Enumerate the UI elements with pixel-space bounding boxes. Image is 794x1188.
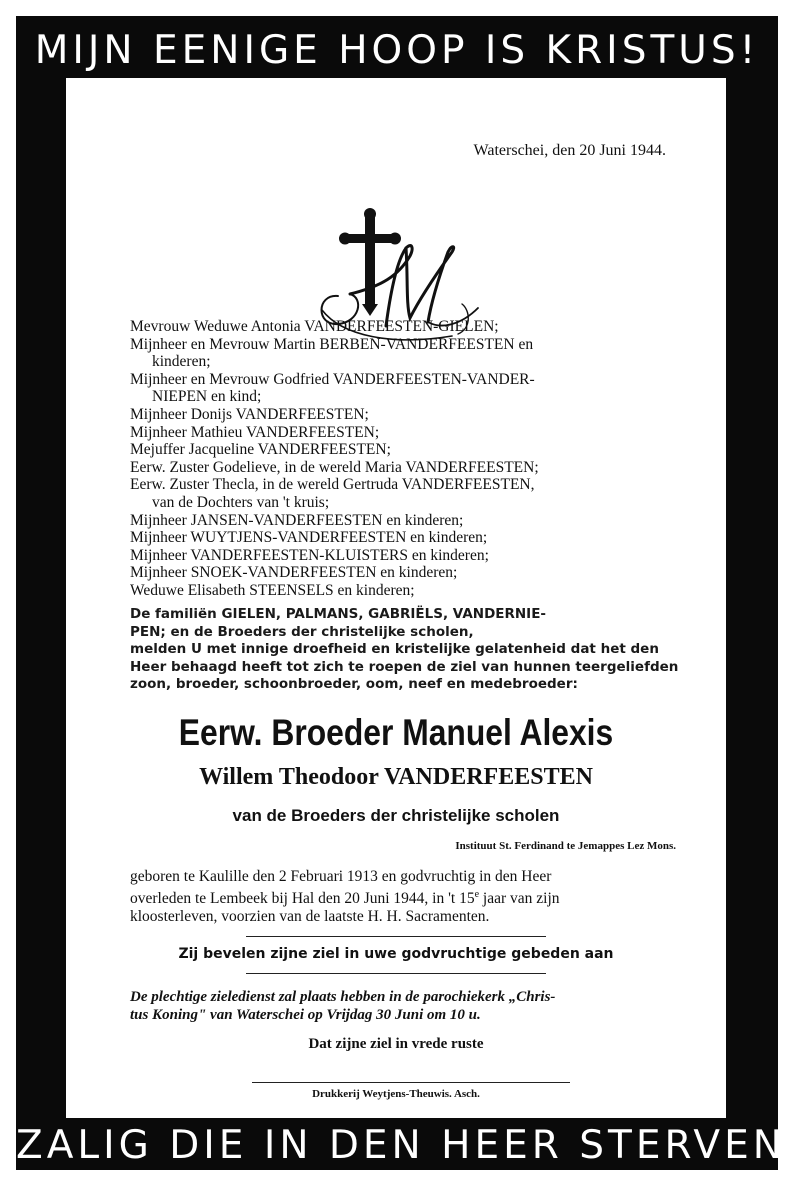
family-line: Mijnheer en Mevrouw Godfried VANDERFEESTEN-VANDER- xyxy=(130,370,535,388)
family-line: Mijnheer JANSEN-VANDERFEESTEN en kinderen; xyxy=(130,511,464,529)
congregation-name: van de Broeders der christelijke scholen xyxy=(232,806,560,825)
family-line: Weduwe Elisabeth STEENSELS en kinderen; xyxy=(130,581,415,599)
announcement-text xyxy=(130,606,690,694)
announcement-line: melden U met innige droefheid en kristelijke gelatenheid dat het den xyxy=(130,641,659,658)
bio-line xyxy=(130,886,690,908)
death-notice-sheet xyxy=(66,78,726,1118)
deceased-name: Willem Theodoor VANDERFEESTEN xyxy=(199,764,593,790)
bio-text: overleden te Lembeek bij Hal den 20 Juni 1944, in 't 15 xyxy=(130,890,475,908)
family-line: kinderen; xyxy=(152,353,211,371)
divider xyxy=(246,973,546,974)
bio-line: kloosterleven, voorzien van de laatste H. H. Sacramenten. xyxy=(130,908,490,926)
family-line: NIEPEN en kind; xyxy=(152,388,262,406)
family-line: Mijnheer Mathieu VANDERFEESTEN; xyxy=(130,423,380,441)
family-line: Mijnheer SNOEK-VANDERFEESTEN en kinderen; xyxy=(130,564,458,582)
bottom-banner: ZALIG DIE IN DEN HEER STERVEN xyxy=(16,1123,786,1168)
family-line: Mejuffer Jacqueline VANDERFEESTEN; xyxy=(130,441,391,459)
mourning-border xyxy=(16,16,786,1170)
family-line: Mijnheer WUYTJENS-VANDERFEESTEN en kinderen; xyxy=(130,529,488,547)
top-banner: MIJN EENIGE HOOP IS KRISTUS! xyxy=(34,28,760,73)
announcement-line: zoon, broeder, schoonbroeder, oom, neef en medebroeder: xyxy=(130,676,578,693)
divider xyxy=(246,936,546,937)
place-date: Waterschei, den 20 Juni 1944. xyxy=(473,142,666,159)
institute-name: Instituut St. Ferdinand te Jemappes Lez Mons. xyxy=(455,840,676,852)
family-line: Eerw. Zuster Thecla, in de wereld Gertruda VANDERFEESTEN, xyxy=(130,476,535,494)
family-line: Eerw. Zuster Godelieve, in de wereld Maria VANDERFEESTEN; xyxy=(130,458,539,476)
printer-credit: Drukkerij Weytjens-Theuwis. Asch. xyxy=(312,1088,480,1100)
deceased-title: Eerw. Broeder Manuel Alexis xyxy=(178,712,614,753)
announcement-line: De familiën GIELEN, PALMANS, GABRIËLS, VANDERNIE- xyxy=(130,606,547,622)
divider xyxy=(252,1082,570,1083)
rest-in-peace: Dat zijne ziel in vrede ruste xyxy=(308,1036,484,1052)
biography xyxy=(130,868,690,926)
announcement-line: Heer behaagd heeft tot zich te roepen de ziel van hunnen teergeliefden xyxy=(130,658,679,675)
funeral-service xyxy=(130,988,690,1024)
prayer-request: Zij bevelen zijne ziel in uwe godvruchtige gebeden aan xyxy=(178,946,614,962)
announcement-line: PEN; en de Broeders der christelijke scholen, xyxy=(130,623,474,640)
service-line: De plechtige zieledienst zal plaats hebben in de parochiekerk „Chris- xyxy=(130,989,556,1005)
bio-line: geboren te Kaulille den 2 Februari 1913 en godvruchtig in den Heer xyxy=(130,868,552,885)
service-line: tus Koning" van Waterschei op Vrijdag 30 Juni om 10 u. xyxy=(130,1007,481,1023)
family-line: Mijnheer Donijs VANDERFEESTEN; xyxy=(130,405,369,423)
family-line: Mijnheer VANDERFEESTEN-KLUISTERS en kinderen; xyxy=(130,546,489,564)
family-line: Mijnheer en Mevrouw Martin BERBEN-VANDERFEESTEN en xyxy=(130,335,534,353)
family-list xyxy=(130,318,690,600)
bio-text: jaar van zijn xyxy=(479,890,560,908)
family-line: Mevrouw Weduwe Antonia VANDERFEESTEN-GIELEN; xyxy=(130,318,499,335)
family-line: van de Dochters van 't kruis; xyxy=(152,493,330,511)
ordinal-suffix: e xyxy=(474,889,480,900)
